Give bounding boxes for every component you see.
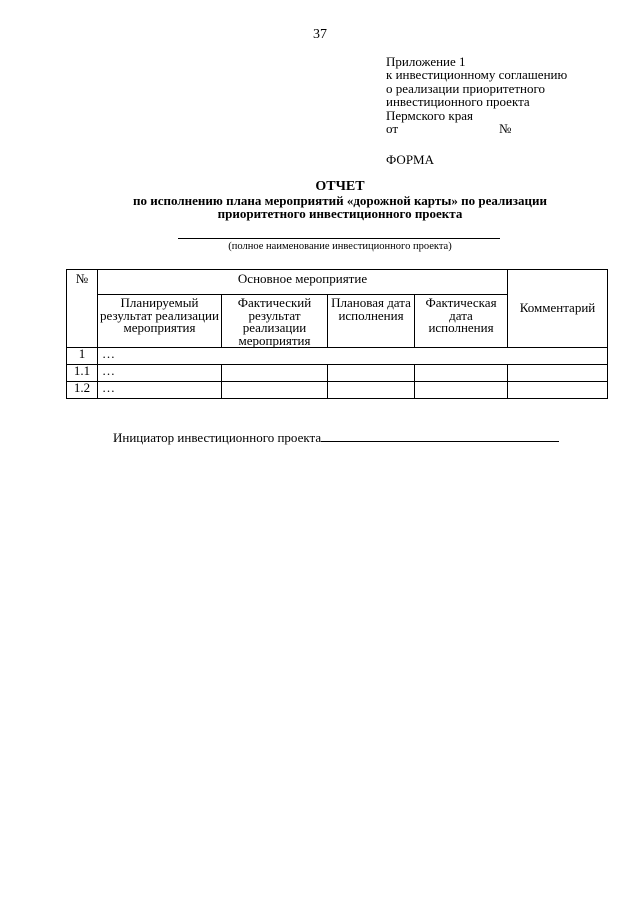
title-main: ОТЧЕТ: [315, 179, 365, 194]
number-label: №: [499, 121, 512, 137]
appendix-line: Приложение 1: [386, 54, 466, 69]
col-header-main-activity: Основное мероприятие: [98, 270, 508, 295]
from-label: от: [386, 121, 399, 137]
row-actual-result: [222, 365, 328, 382]
row-planned-result: …: [98, 365, 222, 382]
page-number: 37: [313, 27, 327, 42]
title-line: по исполнению плана мероприятий «дорожной карты» по реализации: [133, 192, 547, 208]
appendix-line: к инвестиционному соглашению: [386, 67, 568, 83]
row-actual-date: [415, 365, 508, 382]
row-planned-date: [328, 382, 415, 399]
form-label: ФОРМА: [386, 152, 434, 167]
table-row: [67, 365, 608, 382]
signature-label: Инициатор инвестиционного проекта: [113, 430, 322, 445]
col-header-number: №: [67, 270, 98, 348]
row-actual-result: [222, 382, 328, 399]
row-planned-date: [328, 365, 415, 382]
col-header-planned-result: Планируемый результат реализации мероприятия: [98, 295, 222, 348]
appendix-line: инвестиционного проекта: [386, 94, 530, 110]
report-title: [60, 180, 620, 221]
row-planned-result: …: [98, 382, 222, 399]
col-header-planned-date: Плановая дата исполнения: [328, 295, 415, 348]
row-comment: [508, 365, 608, 382]
table-row: [67, 382, 608, 399]
signature-line: [321, 429, 559, 442]
title-line: приоритетного инвестиционного проекта: [217, 206, 463, 221]
row-number: 1.1: [67, 365, 98, 382]
row-actual-date: [415, 382, 508, 399]
row-number: 1: [67, 348, 98, 365]
appendix-line: Пермского края: [386, 107, 473, 123]
report-table: [66, 269, 608, 399]
table-row: [67, 348, 608, 365]
row-activity: …: [98, 348, 608, 365]
project-name-line: [178, 238, 500, 239]
row-number: 1.2: [67, 382, 98, 399]
col-header-actual-result: Фактический результат реализации мероприятия: [222, 295, 328, 348]
project-name-caption: (полное наименование инвестиционного проекта): [228, 241, 452, 252]
appendix-header: [386, 55, 567, 135]
col-header-actual-date: Фактическая дата исполнения: [415, 295, 508, 348]
appendix-date-number-line: [386, 122, 567, 135]
signature-block: [113, 429, 559, 446]
col-header-comment: Комментарий: [508, 270, 608, 348]
appendix-line: о реализации приоритетного: [386, 80, 546, 96]
row-comment: [508, 382, 608, 399]
